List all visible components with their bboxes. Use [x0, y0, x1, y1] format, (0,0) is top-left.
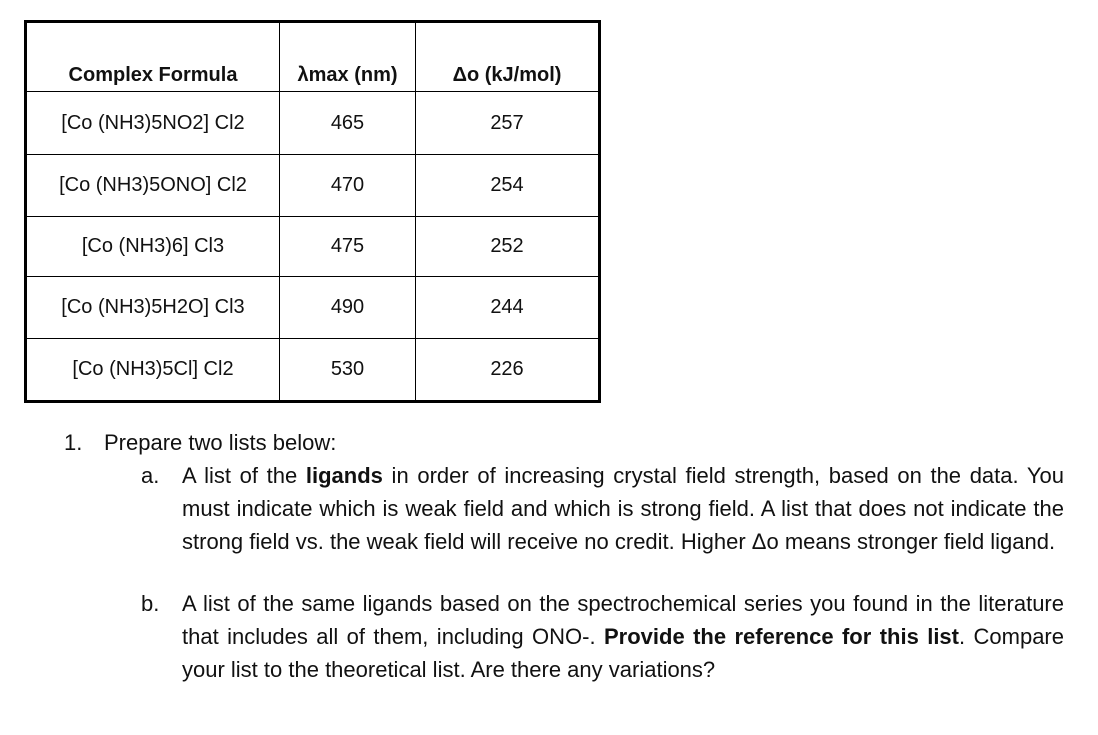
table-row — [26, 217, 600, 277]
question-1a-label: a. — [141, 463, 160, 488]
formula-cell: [Co (NH3)5H2O] Cl3 — [26, 277, 280, 339]
delta-cell: 226 — [416, 339, 600, 402]
question-1a-bold: ligands — [305, 463, 383, 488]
question-number: 1. — [64, 430, 83, 455]
question-1a-text — [182, 459, 1064, 558]
question-1b-label: b. — [141, 591, 160, 616]
delta-cell: 244 — [416, 277, 600, 339]
delta-cell: 252 — [416, 217, 600, 277]
question-1b — [64, 587, 1064, 686]
question-1 — [64, 426, 1064, 459]
formula-cell: [Co (NH3)5NO2] Cl2 — [26, 92, 280, 155]
header-complex-formula: Complex Formula — [26, 22, 280, 92]
formula-cell: [Co (NH3)6] Cl3 — [26, 217, 280, 277]
question-1b-bold: Provide the reference for this list — [604, 624, 959, 649]
question-1b-part2: . Compare your list to the theoretical list. Are there any variations? — [182, 624, 1064, 682]
lambda-cell: 470 — [280, 155, 416, 217]
question-1-text: Prepare two lists below: — [104, 430, 337, 455]
question-1a-part1: A list of the — [182, 463, 306, 488]
question-1a — [64, 459, 1064, 558]
formula-cell: [Co (NH3)5ONO] Cl2 — [26, 155, 280, 217]
question-1b-part1: A list of the same ligands based on the spectrochemical series you found in the literature that includes all of them, including ONO-. — [182, 591, 1064, 649]
table-row — [26, 277, 600, 339]
formula-cell: [Co (NH3)5Cl] Cl2 — [26, 339, 280, 402]
table-row — [26, 92, 600, 155]
header-delta-o: Δo (kJ/mol) — [416, 22, 600, 92]
lambda-cell: 530 — [280, 339, 416, 402]
delta-cell: 257 — [416, 92, 600, 155]
table-row — [26, 339, 600, 402]
lambda-cell: 465 — [280, 92, 416, 155]
header-lambda-max: λmax (nm) — [280, 22, 416, 92]
lambda-cell: 475 — [280, 217, 416, 277]
lambda-cell: 490 — [280, 277, 416, 339]
question-1a-part2: in order of increasing crystal field strength, based on the data. You must indicate which is weak field and which is strong field. A list that does not indicate the strong field vs. the weak field will receive no credit. Higher Δo means stronger field ligand. — [182, 463, 1064, 554]
table-header-row — [26, 22, 600, 92]
question-1b-text — [182, 587, 1064, 686]
question-section — [64, 426, 1064, 686]
delta-cell: 254 — [416, 155, 600, 217]
complex-data-table — [24, 20, 601, 403]
table-row — [26, 155, 600, 217]
